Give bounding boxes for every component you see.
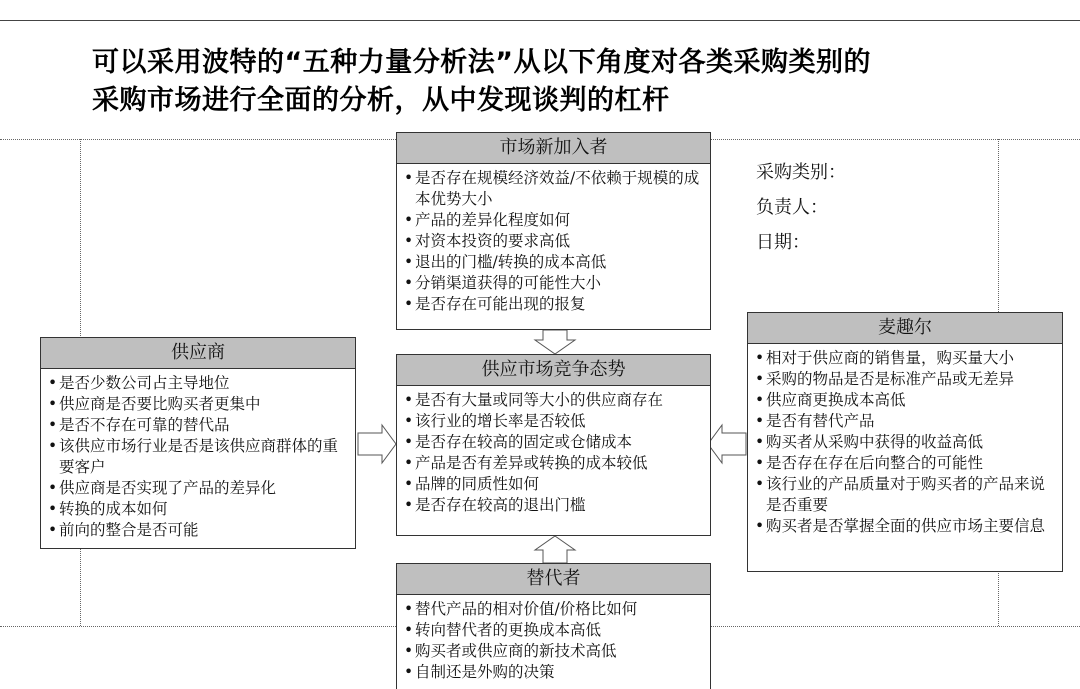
list-item: • 是否存在存在后向整合的可能性 [755, 453, 1056, 474]
list-item: • 该行业的增长率是否较低 [404, 411, 704, 432]
substitutes-heading: 替代者 [397, 564, 710, 595]
list-item: • 购买者从采购中获得的收益高低 [755, 432, 1056, 453]
owner-field [756, 193, 828, 219]
competition-list [397, 386, 710, 520]
list-item: • 转换的成本如何 [48, 499, 349, 520]
arrow-down-from-new-entrants [535, 330, 575, 354]
suppliers-list [41, 369, 355, 545]
list-item: • 相对于供应商的销售量，购买量大小 [755, 348, 1056, 369]
new-entrants-box [396, 132, 711, 330]
list-item: • 该行业的产品质量对于购买者的产品来说是否重要 [755, 474, 1056, 516]
list-item: • 品牌的同质性如何 [404, 474, 704, 495]
list-item: • 是否存在规模经济效益/不依赖于规模的成本优势大小 [404, 168, 704, 210]
list-item: • 是否存在较高的固定或仓储成本 [404, 432, 704, 453]
buyers-box [747, 312, 1063, 572]
list-item: • 购买者或供应商的新技术高低 [404, 641, 704, 662]
list-item: • 采购的物品是否是标准产品或无差异 [755, 369, 1056, 390]
list-item: • 替代产品的相对价值/价格比如何 [404, 599, 704, 620]
list-item: • 退出的门槛/转换的成本高低 [404, 252, 704, 273]
list-item: • 是否存在可能出现的报复 [404, 294, 704, 315]
arrow-up-from-substitutes [535, 536, 575, 563]
list-item: • 供应商是否实现了产品的差异化 [48, 478, 349, 499]
list-item: • 是否不存在可靠的替代品 [48, 415, 349, 436]
list-item: • 是否少数公司占主导地位 [48, 373, 349, 394]
competition-box [396, 354, 711, 536]
list-item: • 分销渠道获得的可能性大小 [404, 273, 704, 294]
list-item: • 是否存在较高的退出门槛 [404, 495, 704, 516]
suppliers-heading: 供应商 [41, 338, 355, 369]
date-label: 日期： [756, 232, 810, 253]
suppliers-box [40, 337, 356, 549]
list-item: • 自制还是外购的决策 [404, 662, 704, 683]
list-item: • 对资本投资的要求高低 [404, 231, 704, 252]
category-label: 采购类别： [756, 162, 846, 183]
title-line-1: 可以采用波特的“五种力量分析法”从以下角度对各类采购类别的 [92, 47, 871, 78]
list-item: • 供应商是否要比购买者更集中 [48, 394, 349, 415]
list-item: • 产品是否有差异或转换的成本较低 [404, 453, 704, 474]
list-item: • 转向替代者的更换成本高低 [404, 620, 704, 641]
category-field [756, 158, 846, 184]
list-item: • 前向的整合是否可能 [48, 520, 349, 541]
substitutes-box [396, 563, 711, 689]
list-item: • 该供应市场行业是否是该供应商群体的重要客户 [48, 436, 349, 478]
competition-heading: 供应市场竞争态势 [397, 355, 710, 386]
buyers-heading: 麦趣尔 [748, 313, 1062, 344]
owner-label: 负责人： [756, 197, 828, 218]
buyers-list [748, 344, 1062, 541]
new-entrants-heading: 市场新加入者 [397, 133, 710, 164]
arrow-right-from-suppliers [358, 425, 396, 463]
list-item: • 是否有大量或同等大小的供应商存在 [404, 390, 704, 411]
new-entrants-list [397, 164, 710, 319]
title-line-2: 采购市场进行全面的分析，从中发现谈判的杠杆 [92, 85, 670, 116]
date-field [756, 228, 810, 254]
arrow-left-from-buyers [708, 425, 746, 463]
list-item: • 购买者是否掌握全面的供应市场主要信息 [755, 516, 1056, 537]
list-item: • 是否有替代产品 [755, 411, 1056, 432]
list-item: • 产品的差异化程度如何 [404, 210, 704, 231]
list-item: • 供应商更换成本高低 [755, 390, 1056, 411]
substitutes-list [397, 595, 710, 687]
